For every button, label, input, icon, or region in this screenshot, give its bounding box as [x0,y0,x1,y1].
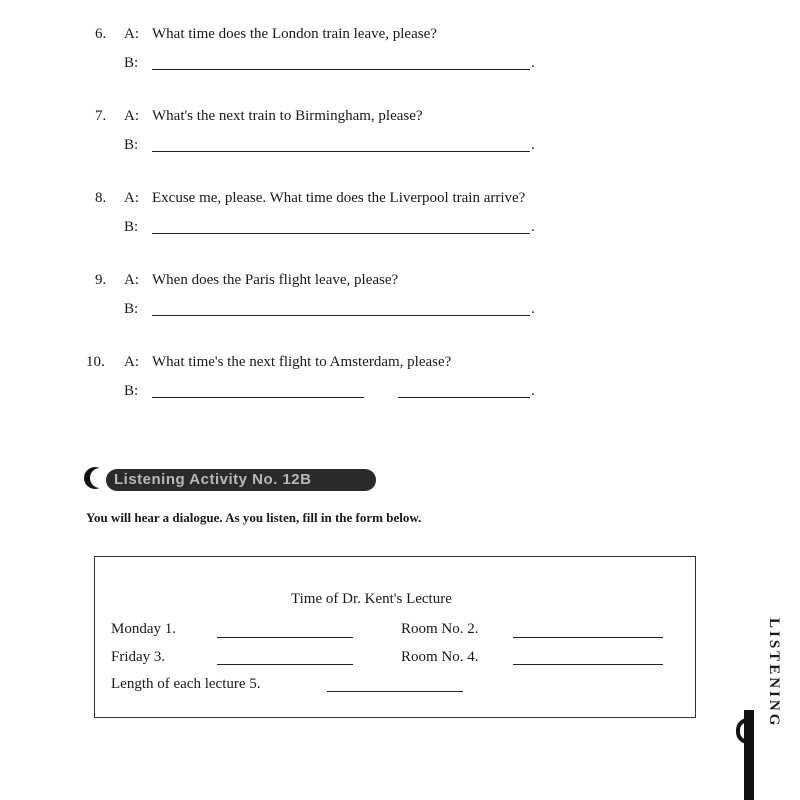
question-text: When does the Paris flight leave, please? [152,272,399,288]
side-tab-label: LISTENING [766,618,782,729]
friday-label: Friday 3. [111,649,166,665]
question-number: 10. [86,354,105,370]
speaker-b-label: B: [124,383,139,399]
speaker-b-label: B: [124,219,139,235]
lecture-length-answer-blank[interactable] [327,691,463,692]
speaker-b-label: B: [124,55,139,71]
answer-blank[interactable] [398,397,530,398]
activity-title: Listening Activity No. 12B [106,469,376,491]
sentence-period: . [531,137,535,153]
question-number: 8. [95,190,107,206]
question-number: 9. [95,272,107,288]
question-text: What time's the next flight to Amsterdam, please? [152,354,452,370]
speaker-a-label: A: [124,272,139,288]
answer-blank[interactable] [152,397,364,398]
speaker-a-label: A: [124,354,139,370]
answer-blank[interactable] [152,69,530,70]
question-text: What time does the London train leave, please? [152,26,437,42]
room-2-label: Room No. 2. [401,621,479,637]
speaker-b-label: B: [124,137,139,153]
question-text: Excuse me, please. What time does the Liverpool train arrive? [152,190,526,206]
speaker-a-label: A: [124,190,139,206]
sentence-period: . [531,301,535,317]
room-4-answer-blank[interactable] [513,664,663,665]
activity-instructions: You will hear a dialogue. As you listen, fill in the form below. [86,510,422,525]
speaker-a-label: A: [124,108,139,124]
ear-icon [736,718,754,744]
sentence-period: . [531,383,535,399]
question-text: What's the next train to Birmingham, please? [152,108,423,124]
lecture-length-label: Length of each lecture 5. [111,676,261,692]
friday-answer-blank[interactable] [217,664,353,665]
speaker-b-label: B: [124,301,139,317]
form-heading: Time of Dr. Kent's Lecture [291,591,452,607]
sentence-period: . [531,55,535,71]
crescent-icon [84,467,106,489]
question-number: 7. [95,108,107,124]
speaker-a-label: A: [124,26,139,42]
sentence-period: . [531,219,535,235]
question-number: 6. [95,26,107,42]
lecture-form [94,556,696,718]
answer-blank[interactable] [152,151,530,152]
monday-label: Monday 1. [111,621,176,637]
room-4-label: Room No. 4. [401,649,479,665]
room-2-answer-blank[interactable] [513,637,663,638]
monday-answer-blank[interactable] [217,637,353,638]
answer-blank[interactable] [152,315,530,316]
answer-blank[interactable] [152,233,530,234]
listening-side-tab [740,618,800,800]
